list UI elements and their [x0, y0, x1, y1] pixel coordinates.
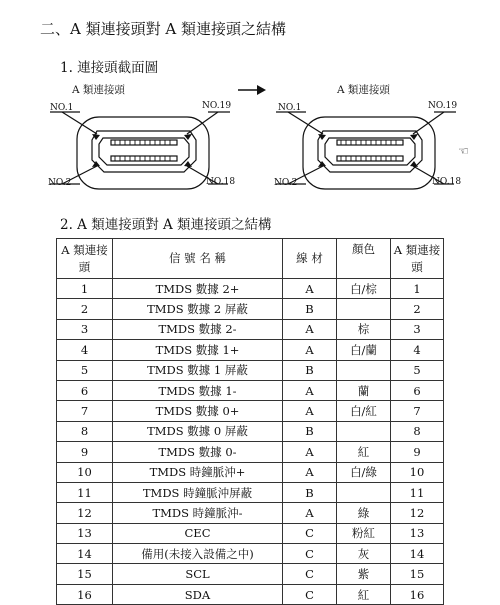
signal-cell: 備用(未接入設備之中) [113, 544, 283, 564]
left-pin-no19: NO.19 [202, 101, 232, 111]
color-cell: 棕 [337, 319, 391, 339]
pin-cell: 2 [57, 299, 113, 319]
table-row [57, 564, 444, 584]
signal-cell: TMDS 數據 1+ [113, 340, 283, 360]
left-pin-no1: NO.1 [50, 103, 74, 113]
right-pin-no2: NO.2 [274, 178, 298, 188]
right-pin-no1: NO.1 [278, 103, 302, 113]
wire-cell: A [283, 340, 337, 360]
wire-cell: A [283, 319, 337, 339]
signal-cell: TMDS 數據 2+ [113, 279, 283, 299]
left-connector-diagram [40, 100, 230, 195]
pin-cell: 3 [391, 319, 444, 339]
pin-cell: 11 [391, 482, 444, 502]
pin-cell: 8 [391, 421, 444, 441]
wire-cell: A [283, 380, 337, 400]
pin-cell: 9 [391, 442, 444, 462]
signal-cell: TMDS 數據 2 屏蔽 [113, 299, 283, 319]
right-pin-no18: NO.18 [432, 177, 462, 187]
color-cell [337, 299, 391, 319]
wire-cell: B [283, 421, 337, 441]
table-row [57, 482, 444, 502]
color-cell: 蘭 [337, 380, 391, 400]
color-cell: 白/棕 [337, 279, 391, 299]
section1-heading: 1. 連接頭截面圖 [60, 60, 159, 76]
table-row [57, 442, 444, 462]
color-cell: 綠 [337, 503, 391, 523]
pin-cell: 16 [57, 584, 113, 604]
signal-cell: SDA [113, 584, 283, 604]
table-row [57, 319, 444, 339]
table-row [57, 544, 444, 564]
left-pin-no2: NO.2 [48, 178, 72, 188]
wire-cell: A [283, 279, 337, 299]
wire-cell: C [283, 584, 337, 604]
pin-cell: 13 [57, 523, 113, 543]
signal-cell: TMDS 數據 2- [113, 319, 283, 339]
signal-cell: TMDS 數據 0- [113, 442, 283, 462]
document-title: 二、A 類連接頭對 A 類連接頭之結構 [40, 20, 286, 38]
color-cell [337, 421, 391, 441]
table-row [57, 503, 444, 523]
table-row [57, 279, 444, 299]
pin-cell: 1 [57, 279, 113, 299]
color-cell: 灰 [337, 544, 391, 564]
left-pin-no18: NO.18 [206, 177, 236, 187]
signal-cell: TMDS 數據 0 屏蔽 [113, 421, 283, 441]
pin-cell: 6 [57, 380, 113, 400]
right-connector-diagram [266, 100, 456, 195]
wire-cell: A [283, 401, 337, 421]
wire-cell: B [283, 482, 337, 502]
pin-cell: 14 [391, 544, 444, 564]
color-cell [337, 360, 391, 380]
column-header: A 類連接頭 [391, 239, 444, 279]
pin-cell: 12 [391, 503, 444, 523]
color-cell: 粉紅 [337, 523, 391, 543]
signal-cell: TMDS 時鐘脈沖+ [113, 462, 283, 482]
pin-cell: 2 [391, 299, 444, 319]
wire-cell: C [283, 544, 337, 564]
table-row [57, 401, 444, 421]
color-cell: 白/綠 [337, 462, 391, 482]
color-cell: 白/紅 [337, 401, 391, 421]
pin-cell: 13 [391, 523, 444, 543]
table-header-row [57, 239, 444, 279]
section2-heading: 2. A 類連接頭對 A 類連接頭之結構 [60, 217, 272, 233]
signal-cell: TMDS 時鐘脈沖- [113, 503, 283, 523]
signal-cell: SCL [113, 564, 283, 584]
pin-cell: 7 [57, 401, 113, 421]
pin-cell: 8 [57, 421, 113, 441]
wire-cell: C [283, 523, 337, 543]
color-cell: 紫 [337, 564, 391, 584]
table-row [57, 523, 444, 543]
wire-cell: C [283, 564, 337, 584]
signal-cell: CEC [113, 523, 283, 543]
pin-cell: 1 [391, 279, 444, 299]
pin-cell: 7 [391, 401, 444, 421]
color-cell: 白/蘭 [337, 340, 391, 360]
pin-cell: 5 [391, 360, 444, 380]
column-header: A 類連接頭 [57, 239, 113, 279]
right-pin-no19: NO.19 [428, 101, 458, 111]
wire-cell: A [283, 503, 337, 523]
pin-cell: 3 [57, 319, 113, 339]
pin-cell: 12 [57, 503, 113, 523]
column-header: 線 材 [283, 239, 337, 279]
pin-cell: 15 [57, 564, 113, 584]
signal-cell: TMDS 時鐘脈沖屏蔽 [113, 482, 283, 502]
color-cell [337, 482, 391, 502]
wire-cell: A [283, 462, 337, 482]
pin-cell: 15 [391, 564, 444, 584]
column-header: 顏色 [337, 239, 391, 279]
wire-cell: B [283, 360, 337, 380]
table-row [57, 380, 444, 400]
wire-cell: B [283, 299, 337, 319]
table-row [57, 584, 444, 604]
pin-cell: 5 [57, 360, 113, 380]
color-cell: 紅 [337, 584, 391, 604]
column-header: 信 號 名 稱 [113, 239, 283, 279]
pin-cell: 10 [57, 462, 113, 482]
left-connector-label: A 類連接頭 [72, 84, 125, 96]
table-row [57, 340, 444, 360]
pin-cell: 11 [57, 482, 113, 502]
color-cell: 紅 [337, 442, 391, 462]
pin-cell: 6 [391, 380, 444, 400]
signal-cell: TMDS 數據 1 屏蔽 [113, 360, 283, 380]
pin-mapping-table [56, 238, 444, 605]
table-row [57, 360, 444, 380]
pin-cell: 4 [391, 340, 444, 360]
pin-cell: 10 [391, 462, 444, 482]
table-row [57, 462, 444, 482]
table-row [57, 421, 444, 441]
hand-cursor-icon: ☜ [458, 144, 469, 158]
pin-cell: 14 [57, 544, 113, 564]
wire-cell: A [283, 442, 337, 462]
signal-cell: TMDS 數據 0+ [113, 401, 283, 421]
pin-cell: 4 [57, 340, 113, 360]
right-arrow-icon [238, 84, 266, 96]
pin-cell: 16 [391, 584, 444, 604]
right-connector-label: A 類連接頭 [337, 84, 390, 96]
table-row [57, 299, 444, 319]
signal-cell: TMDS 數據 1- [113, 380, 283, 400]
pin-cell: 9 [57, 442, 113, 462]
